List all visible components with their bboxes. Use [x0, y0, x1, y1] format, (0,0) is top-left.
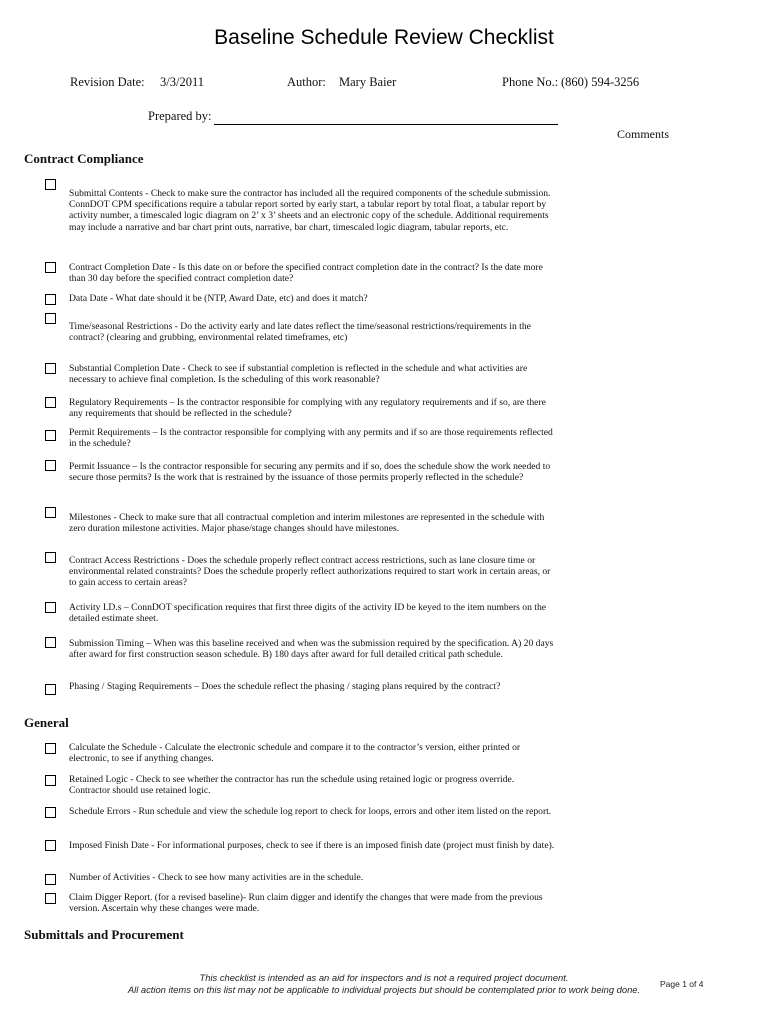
checkbox[interactable]: [45, 430, 56, 441]
item-text: Permit Requirements – Is the contractor responsible for complying with any permits and if so are those requirements reflected in the schedule?: [69, 427, 553, 450]
item-text: Permit Issuance – Is the contractor responsible for securing any permits and if so, does the schedule show the work needed to secure those permits? Is the work that is restrained by the issuance of those permits properly reflected in the schedule?: [69, 461, 551, 484]
item-text: Submission Timing – When was this baseline received and when was the submission required by the specification. A) 20 days after award for first construction season schedule. B) 180 days after award for full detailed critical path schedule.: [69, 638, 554, 661]
checkbox[interactable]: [45, 179, 56, 190]
document-title: Baseline Schedule Review Checklist: [214, 26, 554, 49]
item-text: Regulatory Requirements – Is the contractor responsible for complying with any regulatory requirements and if so, are there any requirements that should be reflected in the schedule?: [69, 397, 546, 420]
item-text: Retained Logic - Check to see whether the contractor has run the schedule using retained logic or progress override. Contractor should use retained logic.: [69, 774, 515, 797]
revision-date-value: 3/3/2011: [160, 75, 204, 89]
item-text: Time/seasonal Restrictions - Do the activity early and late dates reflect the time/seasonal restrictions/requirements in the contract? (clearing and grubbing, environmental related timeframes, etc): [69, 321, 531, 344]
checkbox[interactable]: [45, 775, 56, 786]
checkbox[interactable]: [45, 874, 56, 885]
author-value: Mary Baier: [339, 75, 397, 89]
prepared-by-line[interactable]: [214, 124, 558, 125]
item-text: Substantial Completion Date - Check to see if substantial completion is reflected in the schedule and what activities are necessary to achieve final completion. Is the scheduling of this work reasonable?: [69, 363, 528, 386]
item-text: Data Date - What date should it be (NTP, Award Date, etc) and does it match?: [69, 293, 368, 304]
checkbox[interactable]: [45, 637, 56, 648]
item-text: Phasing / Staging Requirements – Does the schedule reflect the phasing / staging plans required by the contract?: [69, 681, 501, 692]
item-text: Milestones - Check to make sure that all contractual completion and interim milestones are represented in the schedule with zero duration milestone activities. Major phase/stage changes should have milestones.: [69, 512, 545, 535]
checkbox[interactable]: [45, 743, 56, 754]
phone-value: (860) 594-3256: [561, 75, 640, 89]
item-text: Number of Activities - Check to see how many activities are in the schedule.: [69, 872, 364, 883]
item-text: Contract Completion Date - Is this date on or before the specified contract completion date in the contract? Is the date more than 30 day before the specified contract completion date?: [69, 262, 543, 285]
item-text: Imposed Finish Date - For informational purposes, check to see if there is an imposed finish date (project must finish by date).: [69, 840, 555, 851]
revision-date-label: Revision Date:: [70, 75, 145, 89]
checkbox[interactable]: [45, 507, 56, 518]
checkbox[interactable]: [45, 397, 56, 408]
section-title-submittals-procurement: Submittals and Procurement: [24, 927, 184, 942]
author-label: Author:: [287, 75, 326, 89]
section-title-general: General: [24, 715, 69, 730]
checkbox[interactable]: [45, 840, 56, 851]
checkbox[interactable]: [45, 262, 56, 273]
checkbox[interactable]: [45, 552, 56, 563]
item-text: Schedule Errors - Run schedule and view the schedule log report to check for loops, errors and other item listed on the report.: [69, 806, 552, 817]
item-text: Activity I.D.s – ConnDOT specification requires that first three digits of the activity ID be keyed to the item numbers on the detailed estimate sheet.: [69, 602, 546, 625]
page-number: Page 1 of 4: [660, 979, 704, 989]
prepared-by-label: Prepared by:: [148, 109, 212, 123]
phone-label: Phone No.:: [502, 75, 559, 89]
checkbox[interactable]: [45, 684, 56, 695]
checkbox[interactable]: [45, 602, 56, 613]
checkbox[interactable]: [45, 893, 56, 904]
checkbox[interactable]: [45, 363, 56, 374]
section-title-contract-compliance: Contract Compliance: [24, 151, 144, 166]
footer-disclaimer-line1: This checklist is intended as an aid for inspectors and is not a required project document.: [199, 972, 569, 983]
item-text: Submittal Contents - Check to make sure the contractor has included all the required components of the schedule submission. ConnDOT CPM specifications require a tabular report sorted by early start, a tabular report by total float, a tabular report by activity number, a timescaled logic diagram on 2’ x 3’ sheets and an electronic copy of the schedule. Additional requirements may include a narrative and bar chart print outs, narrative, bar chart, timescaled logic diagram, tabular reports, etc.: [69, 188, 551, 233]
checkbox[interactable]: [45, 807, 56, 818]
item-text: Contract Access Restrictions - Does the schedule properly reflect contract access restrictions, such as lane closure time or environmental related constraints? Does the schedule properly reflect authorizations required to start work in certain areas, or to gain access to certain areas?: [69, 555, 551, 589]
checkbox[interactable]: [45, 313, 56, 324]
item-text: Claim Digger Report. (for a revised baseline)- Run claim digger and identify the changes that were made from the previous version. Ascertain why these changes were made.: [69, 892, 543, 915]
checkbox[interactable]: [45, 294, 56, 305]
footer-disclaimer-line2: All action items on this list may not be applicable to individual projects but should be contemplated prior to work being done.: [127, 984, 641, 995]
item-text: Calculate the Schedule - Calculate the electronic schedule and compare it to the contractor’s version, either printed or electronic, to see if anything changes.: [69, 742, 521, 765]
comments-header: Comments: [617, 127, 670, 141]
checkbox[interactable]: [45, 460, 56, 471]
